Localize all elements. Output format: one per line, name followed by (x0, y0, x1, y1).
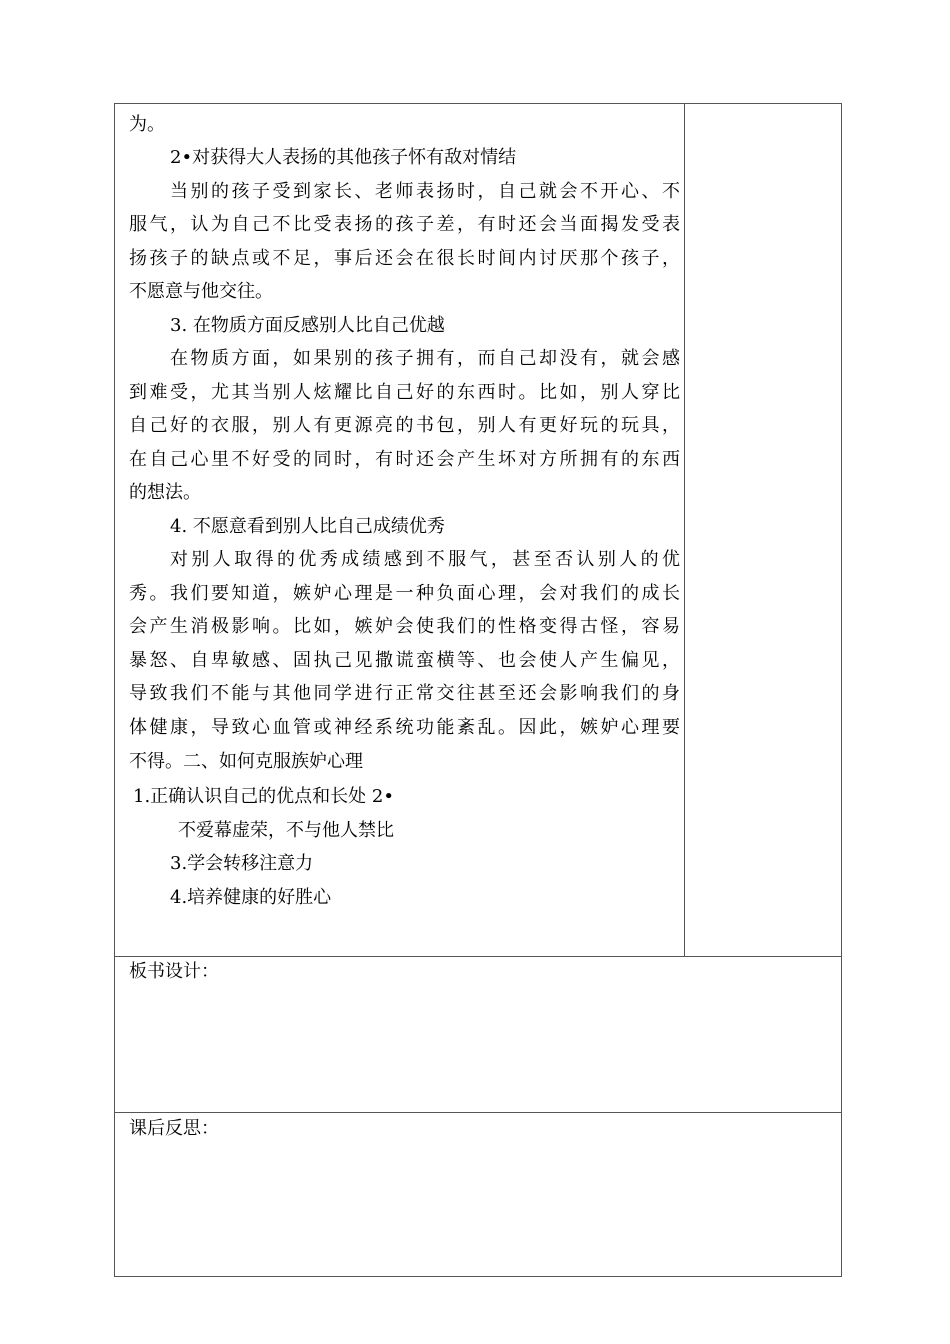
content-list-item: 1.正确认识自己的优点和长处 2• (133, 786, 394, 807)
content-line: 体健康，导致心血管或神经系统功能紊乱。因此，嫉妒心理要 (129, 717, 680, 738)
content-line: 到难受，尤其当别人炫耀比自己好的东西时。比如，别人穿比 (129, 382, 680, 403)
content-line: 会产生消极影响。比如，嫉妒会使我们的性格变得古怪，容易 (129, 616, 680, 637)
content-line: 自己好的衣服，别人有更源亮的书包，别人有更好玩的玩具， (129, 415, 680, 436)
content-heading: 4. 不愿意看到别人比自己成绩优秀 (170, 516, 445, 537)
content-line: 当别的孩子受到家长、老师表扬时，自己就会不开心、不 (170, 181, 680, 202)
table-row-divider-2 (114, 1112, 842, 1113)
reflection-label: 课后反思： (129, 1118, 219, 1139)
content-line: 不愿意与他交往。 (129, 281, 273, 302)
content-line: 在物质方面，如果别的孩子拥有，而自己却没有，就会感 (170, 348, 680, 369)
content-list-item: 3.学会转移注意力 (170, 853, 314, 874)
content-list-item: 4.培养健康的好胜心 (170, 887, 332, 908)
content-heading: 3. 在物质方面反感别人比自己优越 (170, 315, 445, 336)
board-design-label: 板书设计： (129, 961, 219, 982)
content-line: 为。 (129, 114, 165, 135)
content-line: 的想法。 (129, 482, 201, 503)
table-row-divider-1 (114, 956, 842, 957)
table-column-divider (684, 103, 685, 956)
content-line: 对别人取得的优秀成绩感到不服气，甚至否认别人的优 (170, 549, 680, 570)
content-line: 服气，认为自己不比受表扬的孩子差，有时还会当面揭发受表 (129, 214, 680, 235)
content-line: 暴怒、自卑敏感、固执己见撒谎蛮横等、也会使人产生偏见， (129, 650, 680, 671)
content-heading: 2•对获得大人表扬的其他孩子怀有敌对情结 (170, 147, 517, 168)
content-line: 在自己心里不好受的同时，有时还会产生坏对方所拥有的东西 (129, 449, 680, 470)
content-line: 秀。我们要知道，嫉妒心理是一种负面心理，会对我们的成长 (129, 583, 680, 604)
content-line: 扬孩子的缺点或不足，事后还会在很长时间内讨厌那个孩子， (129, 248, 680, 269)
content-line: 导致我们不能与其他同学进行正常交往甚至还会影响我们的身 (129, 683, 680, 704)
content-line: 不得。二、如何克服族妒心理 (129, 751, 363, 772)
content-list-item: 不爱幕虚荣，不与他人禁比 (178, 820, 394, 841)
